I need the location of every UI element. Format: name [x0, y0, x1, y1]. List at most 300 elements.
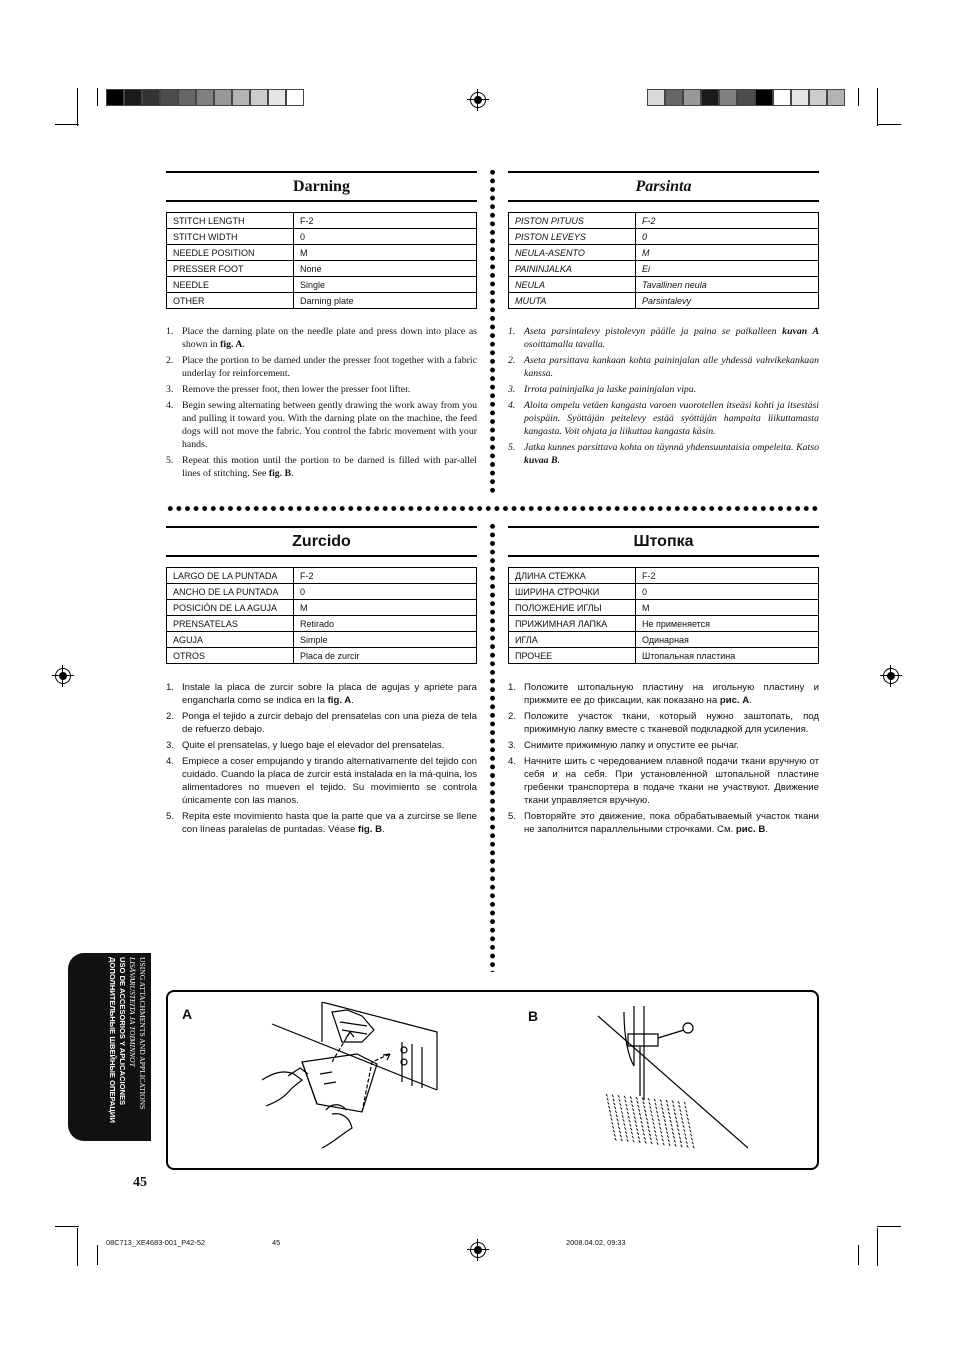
step-number: 3.	[508, 384, 516, 395]
color-swatch	[142, 89, 160, 106]
setting-name: STITCH WIDTH	[167, 229, 294, 245]
list-item	[508, 810, 819, 836]
stitch-mark	[630, 1096, 632, 1099]
steps-list-parsinta	[508, 325, 819, 470]
color-swatch	[268, 89, 286, 106]
stitch-mark	[677, 1125, 679, 1128]
stitch-mark	[640, 1117, 642, 1120]
list-item	[166, 810, 477, 836]
list-item	[166, 710, 477, 736]
stitch-mark	[621, 1139, 623, 1142]
stitch-mark	[667, 1104, 669, 1107]
list-item	[508, 755, 819, 807]
stitch-mark	[620, 1103, 622, 1106]
stitch-mark	[674, 1140, 676, 1143]
stitch-mark	[635, 1120, 637, 1123]
stitch-mark	[645, 1141, 647, 1144]
setting-name: OTROS	[167, 648, 294, 664]
stitch-mark	[636, 1097, 638, 1100]
step-text-end: .	[749, 695, 752, 706]
setting-name: MUUTA	[509, 293, 636, 309]
stitch-mark	[681, 1117, 683, 1120]
figure-reference: fig. A	[220, 339, 243, 350]
step-text: Начните шить с чередованием плавной подачи ткани вручную от себя и на себя. При установленной штопальной пластине гребенки транспортера в подаче ткани не участвуют. Движение ткани управляется вручную.	[524, 756, 819, 806]
stitch-mark	[666, 1127, 668, 1130]
stitch-mark	[687, 1118, 689, 1121]
settings-table-darning	[166, 212, 477, 309]
stitch-mark	[643, 1102, 645, 1105]
step-number: 5.	[508, 442, 516, 453]
stitch-mark	[690, 1130, 692, 1133]
stitch-mark	[691, 1138, 693, 1141]
setting-value: M	[636, 245, 819, 261]
stitch-mark	[638, 1136, 640, 1139]
setting-name: NEULA-ASENTO	[509, 245, 636, 261]
stitch-mark	[622, 1115, 624, 1118]
step-text: Empiece a coser empujando y tirando alternativamente del tejido con cuidado. Cuando la placa de zurcir está instalada en la má-quina, los alimentadores no mueven el tejido. Su movimiento se controla únicamente con las manos.	[182, 756, 477, 806]
stitch-mark	[631, 1100, 633, 1103]
stitch-mark	[678, 1101, 680, 1104]
stitch-mark	[632, 1136, 634, 1139]
stitch-mark	[660, 1131, 662, 1134]
setting-value: F-2	[636, 568, 819, 584]
step-number: 5.	[166, 811, 175, 822]
step-text-end: osoittamalla tavalla.	[524, 339, 606, 350]
stitch-mark	[665, 1123, 667, 1126]
stitch-mark	[648, 1130, 650, 1133]
figure-reference: kuvaa B	[524, 455, 558, 466]
steps-list-shtopka	[508, 681, 819, 839]
table-row	[167, 584, 477, 600]
stitch-mark	[618, 1095, 620, 1098]
setting-name: POSICIÓN DE LA AGUJA	[167, 600, 294, 616]
stitch-mark	[650, 1138, 652, 1141]
stitch-mark	[632, 1108, 634, 1111]
stitch-mark	[668, 1108, 670, 1111]
stitch-mark	[626, 1108, 628, 1111]
registration-mark-top	[470, 92, 486, 108]
step-number: 1.	[508, 682, 517, 693]
stitch-mark	[670, 1120, 672, 1123]
stitch-mark	[660, 1127, 662, 1130]
stitch-mark	[645, 1114, 647, 1117]
list-item	[508, 325, 819, 351]
step-text: Положите участок ткани, который нужно заштопать, под прижимную лапку вместе с тканевой подкладкой для усиления.	[524, 711, 819, 735]
stitch-mark	[612, 1122, 614, 1125]
stitch-mark	[687, 1145, 689, 1148]
stitch-mark	[681, 1145, 683, 1148]
color-swatch	[809, 89, 827, 106]
setting-name: STITCH LENGTH	[167, 213, 294, 229]
stitch-mark	[606, 1094, 608, 1097]
table-row	[509, 600, 819, 616]
step-text: Положите штопальную пластину на игольную пластину и прижмите ее до фиксации, как показано на	[524, 682, 819, 706]
stitching-pattern-illustration	[588, 1006, 758, 1156]
color-swatch	[106, 89, 124, 106]
step-text: Irrota paininjalka ja laske paininjalan vipu.	[524, 384, 697, 395]
section-title-shtopka: Штопка	[508, 526, 819, 557]
stitch-mark	[673, 1136, 675, 1139]
setting-value: F-2	[294, 213, 477, 229]
table-row	[167, 600, 477, 616]
setting-name: OTHER	[167, 293, 294, 309]
setting-value: 0	[294, 229, 477, 245]
step-number: 4.	[508, 756, 517, 767]
vertical-divider-bottom	[490, 522, 495, 972]
table-row	[167, 229, 477, 245]
stitch-mark	[651, 1142, 653, 1145]
setting-name: PRENSATELAS	[167, 616, 294, 632]
setting-value: M	[294, 245, 477, 261]
stitch-mark	[627, 1112, 629, 1115]
setting-value: 0	[636, 584, 819, 600]
stitch-mark	[666, 1100, 668, 1103]
color-swatch	[719, 89, 737, 106]
section-title-zurcido: Zurcido	[166, 526, 477, 557]
stitch-mark	[659, 1123, 661, 1126]
list-item	[508, 399, 819, 438]
stitch-mark	[623, 1119, 625, 1122]
table-row	[167, 568, 477, 584]
steps-list-zurcido	[166, 681, 477, 839]
setting-name: NEEDLE	[167, 277, 294, 293]
stitch-mark	[686, 1141, 688, 1144]
step-text: Повторяйте это движение, пока обрабатываемый участок ткани не заполнится параллельными строчками. См.	[524, 811, 819, 835]
stitch-mark	[630, 1128, 632, 1131]
stitch-mark	[675, 1144, 677, 1147]
setting-value: Simple	[294, 632, 477, 648]
setting-value: Штопальная пластина	[636, 648, 819, 664]
stitch-mark	[619, 1131, 621, 1134]
steps-list-darning	[166, 325, 477, 483]
step-number: 1.	[508, 326, 516, 337]
stitch-mark	[692, 1142, 694, 1145]
figure-label-b: B	[528, 1008, 539, 1024]
step-text-end: .	[557, 455, 560, 466]
horizontal-divider	[166, 506, 819, 511]
stitch-mark	[648, 1098, 650, 1101]
figure-reference: fig. B	[358, 824, 382, 835]
stitch-mark	[678, 1129, 680, 1132]
stitch-mark	[624, 1127, 626, 1130]
footer-date: 2008.04.02, 09:33	[566, 1238, 626, 1247]
stitch-mark	[675, 1117, 677, 1120]
stitch-mark	[662, 1111, 664, 1114]
stitch-mark	[610, 1114, 612, 1117]
stitch-mark	[613, 1130, 615, 1133]
stitch-mark	[615, 1138, 617, 1141]
list-item	[166, 681, 477, 707]
table-row	[509, 277, 819, 293]
stitch-mark	[613, 1099, 615, 1102]
stitch-mark	[693, 1146, 695, 1149]
table-row	[167, 616, 477, 632]
setting-value: F-2	[636, 213, 819, 229]
stitch-mark	[672, 1132, 674, 1135]
step-text: Снимите прижимную лапку и опустите ее рычаг.	[524, 740, 739, 751]
setting-name: NEEDLE POSITION	[167, 245, 294, 261]
step-text: Begin sewing alternating between gently drawing the work away from you and pulling it toward you. With the darning plate on the machine, the feed dogs will not move the fabric. You control the fabric movement with your hands.	[182, 400, 477, 450]
figure-reference: рис. A	[719, 695, 750, 706]
setting-name: PISTON LEVEYS	[509, 229, 636, 245]
color-swatch	[647, 89, 665, 106]
stitch-mark	[686, 1114, 688, 1117]
stitch-mark	[656, 1111, 658, 1114]
figure-label-a: A	[182, 1006, 193, 1022]
stitch-mark	[669, 1116, 671, 1119]
stitch-mark	[684, 1129, 686, 1132]
step-text: Instale la placa de zurcir sobre la placa de agujas y apriete para engancharla como se indica en la	[182, 682, 477, 706]
color-swatch	[773, 89, 791, 106]
section-title-parsinta: Parsinta	[508, 171, 819, 202]
stitch-mark	[655, 1103, 657, 1106]
step-number: 2.	[166, 355, 174, 366]
stitch-mark	[608, 1106, 610, 1109]
stitch-mark	[607, 1098, 609, 1101]
setting-value: Parsintalevy	[636, 293, 819, 309]
stitch-mark	[619, 1099, 621, 1102]
stitch-mark	[684, 1102, 686, 1105]
stitch-mark	[686, 1110, 688, 1113]
stitch-mark	[611, 1118, 613, 1121]
step-text: Repeat this motion until the portion to be darned is filled with par-allel lines of stitching. See	[182, 455, 477, 479]
stitch-mark	[653, 1122, 655, 1125]
list-item	[166, 739, 477, 752]
color-swatch	[196, 89, 214, 106]
stitch-mark	[679, 1137, 681, 1140]
color-swatch	[683, 89, 701, 106]
settings-table-parsinta	[508, 212, 819, 309]
list-item	[508, 383, 819, 396]
color-swatch	[827, 89, 845, 106]
stitch-mark	[683, 1125, 685, 1128]
stitch-mark	[612, 1095, 614, 1098]
stitch-mark	[637, 1132, 639, 1135]
color-swatch	[755, 89, 773, 106]
color-swatch	[286, 89, 304, 106]
list-item	[166, 354, 477, 380]
list-item	[166, 399, 477, 451]
stitch-mark	[685, 1106, 687, 1109]
stitch-mark	[680, 1141, 682, 1144]
stitch-mark	[651, 1114, 653, 1117]
setting-name: PISTON PITUUS	[509, 213, 636, 229]
list-item	[508, 710, 819, 736]
stitch-mark	[642, 1125, 644, 1128]
setting-name: ШИРИНА СТРОЧКИ	[509, 584, 636, 600]
stitch-mark	[642, 1129, 644, 1132]
color-swatch	[178, 89, 196, 106]
stitch-mark	[620, 1107, 622, 1110]
color-swatch	[124, 89, 142, 106]
stitch-mark	[638, 1109, 640, 1112]
step-number: 2.	[508, 711, 517, 722]
stitch-mark	[641, 1121, 643, 1124]
step-number: 4.	[166, 756, 175, 767]
page-number: 45	[133, 1175, 147, 1190]
setting-value: None	[294, 261, 477, 277]
stitch-mark	[663, 1115, 665, 1118]
setting-name: ПОЛОЖЕНИЕ ИГЛЫ	[509, 600, 636, 616]
stitch-mark	[650, 1106, 652, 1109]
step-number: 4.	[508, 400, 516, 411]
registration-mark-left	[55, 668, 71, 684]
stitch-mark	[684, 1133, 686, 1136]
stitch-mark	[654, 1099, 656, 1102]
stitch-mark	[614, 1134, 616, 1137]
stitch-mark	[685, 1137, 687, 1140]
stitch-mark	[662, 1139, 664, 1142]
step-number: 3.	[508, 740, 517, 751]
table-row	[509, 229, 819, 245]
stitch-mark	[663, 1143, 665, 1146]
stitch-mark	[656, 1138, 658, 1141]
color-bars-left	[106, 89, 304, 106]
color-swatch	[701, 89, 719, 106]
table-row	[167, 632, 477, 648]
side-tab	[68, 953, 151, 1141]
table-row	[167, 245, 477, 261]
stitch-mark	[678, 1133, 680, 1136]
table-row	[167, 213, 477, 229]
list-item	[508, 354, 819, 380]
figure-reference: kuvan A	[782, 326, 819, 337]
step-text: Place the darning plate on the needle plate and press down into place as shown in	[182, 326, 477, 350]
stitch-mark	[644, 1137, 646, 1140]
stitch-mark	[668, 1139, 670, 1142]
stitch-mark	[671, 1124, 673, 1127]
stitch-mark	[661, 1135, 663, 1138]
side-tab-line-4: ДОПОЛНИТЕЛЬНЫЕ ШВЕЙНЫЕ ОПЕРАЦИИ	[108, 957, 117, 1123]
stitch-mark	[636, 1124, 638, 1127]
side-tab-line-3: USO DE ACCESORIOS Y APLICACIONES	[118, 957, 127, 1106]
stitch-mark	[690, 1134, 692, 1137]
stitch-mark	[674, 1109, 676, 1112]
figure-reference: рис. B	[735, 824, 766, 835]
stitch-mark	[633, 1140, 635, 1143]
step-text: Place the portion to be darned under the presser foot together with a fabric underlay for reinforcement.	[182, 355, 477, 379]
stitch-mark	[647, 1122, 649, 1125]
stitch-mark	[660, 1099, 662, 1102]
stitch-mark	[652, 1118, 654, 1121]
stitch-mark	[644, 1110, 646, 1113]
stitch-mark	[657, 1142, 659, 1145]
table-row	[509, 293, 819, 309]
stitch-mark	[631, 1132, 633, 1135]
step-text: Remove the presser foot, then lower the presser foot lifter.	[182, 384, 411, 395]
settings-table-zurcido	[166, 567, 477, 664]
step-number: 3.	[166, 740, 175, 751]
step-number: 5.	[508, 811, 517, 822]
setting-value: Darning plate	[294, 293, 477, 309]
stitch-mark	[661, 1103, 663, 1106]
stitch-mark	[643, 1133, 645, 1136]
stitch-mark	[680, 1113, 682, 1116]
color-swatch	[160, 89, 178, 106]
step-text-end: .	[765, 824, 768, 835]
stitch-mark	[664, 1119, 666, 1122]
section-title-darning: Darning	[166, 171, 477, 202]
registration-mark-right	[883, 668, 899, 684]
setting-value: 0	[294, 584, 477, 600]
stitch-mark	[632, 1104, 634, 1107]
stitch-mark	[617, 1119, 619, 1122]
stitch-mark	[672, 1101, 674, 1104]
stitch-mark	[621, 1111, 623, 1114]
stitch-mark	[655, 1134, 657, 1137]
setting-value: Ei	[636, 261, 819, 277]
setting-value: Tavallinen neula	[636, 277, 819, 293]
table-row	[167, 648, 477, 664]
step-text: Aseta parsittava kankaan kohta paininjalan alle yhdessä vahvikekankaan kanssa.	[524, 355, 819, 379]
registration-mark-bottom	[470, 1242, 486, 1258]
stitch-mark	[644, 1106, 646, 1109]
stitch-mark	[654, 1126, 656, 1129]
side-tab-line-2: LISÄVARUSTEITA JA TOIMINNOT	[128, 957, 137, 1067]
stitch-mark	[626, 1104, 628, 1107]
step-text: Jatka kunnes parsittava kohta on täynnä yhdensuuntaisia ompeleita. Katso	[524, 442, 819, 453]
figure-reference: fig. B	[268, 468, 292, 479]
step-number: 1.	[166, 326, 174, 337]
setting-name: PAININJALKA	[509, 261, 636, 277]
list-item	[166, 383, 477, 396]
figure-reference: fig. A	[327, 695, 352, 706]
stitch-mark	[639, 1140, 641, 1143]
step-text: Ponga el tejido a zurcir debajo del prensatelas con una pieza de tela de refuerzo debajo.	[182, 711, 477, 735]
side-tab-line-1: USING ATTACHMENTS AND APPLICATIONS	[138, 957, 147, 1110]
stitch-mark	[616, 1115, 618, 1118]
stitch-mark	[654, 1130, 656, 1133]
figure-box	[166, 990, 819, 1170]
stitch-mark	[618, 1127, 620, 1130]
step-text: Aseta parsintalevy pistolevyn päälle ja paina se paikalleen	[524, 326, 783, 337]
step-text-end: .	[382, 824, 385, 835]
step-text: Quite el prensatelas, y luego baje el elevador del prensatelas.	[182, 740, 445, 751]
stitch-mark	[666, 1131, 668, 1134]
step-text-end: .	[242, 339, 245, 350]
table-row	[167, 293, 477, 309]
stitch-mark	[612, 1126, 614, 1129]
stitch-mark	[639, 1113, 641, 1116]
stitch-mark	[689, 1126, 691, 1129]
darning-plate-illustration	[262, 1002, 452, 1152]
step-text-end: .	[351, 695, 354, 706]
table-row	[509, 261, 819, 277]
list-item	[508, 681, 819, 707]
stitch-mark	[674, 1113, 676, 1116]
step-number: 4.	[166, 400, 174, 411]
setting-value: Retirado	[294, 616, 477, 632]
stitch-mark	[656, 1107, 658, 1110]
stitch-mark	[633, 1112, 635, 1115]
stitch-mark	[625, 1131, 627, 1134]
stitch-mark	[667, 1135, 669, 1138]
list-item	[166, 755, 477, 807]
stitch-mark	[620, 1135, 622, 1138]
stitch-mark	[680, 1109, 682, 1112]
stitch-mark	[637, 1101, 639, 1104]
stitch-mark	[658, 1119, 660, 1122]
stitch-mark	[627, 1139, 629, 1142]
stitch-mark	[614, 1107, 616, 1110]
color-swatch	[250, 89, 268, 106]
stitch-mark	[669, 1143, 671, 1146]
setting-value: M	[294, 600, 477, 616]
footer-file: 08C713_XE4683-001_P42-52	[106, 1238, 206, 1247]
stitch-mark	[642, 1098, 644, 1101]
list-item	[508, 441, 819, 467]
setting-name: ИГЛА	[509, 632, 636, 648]
